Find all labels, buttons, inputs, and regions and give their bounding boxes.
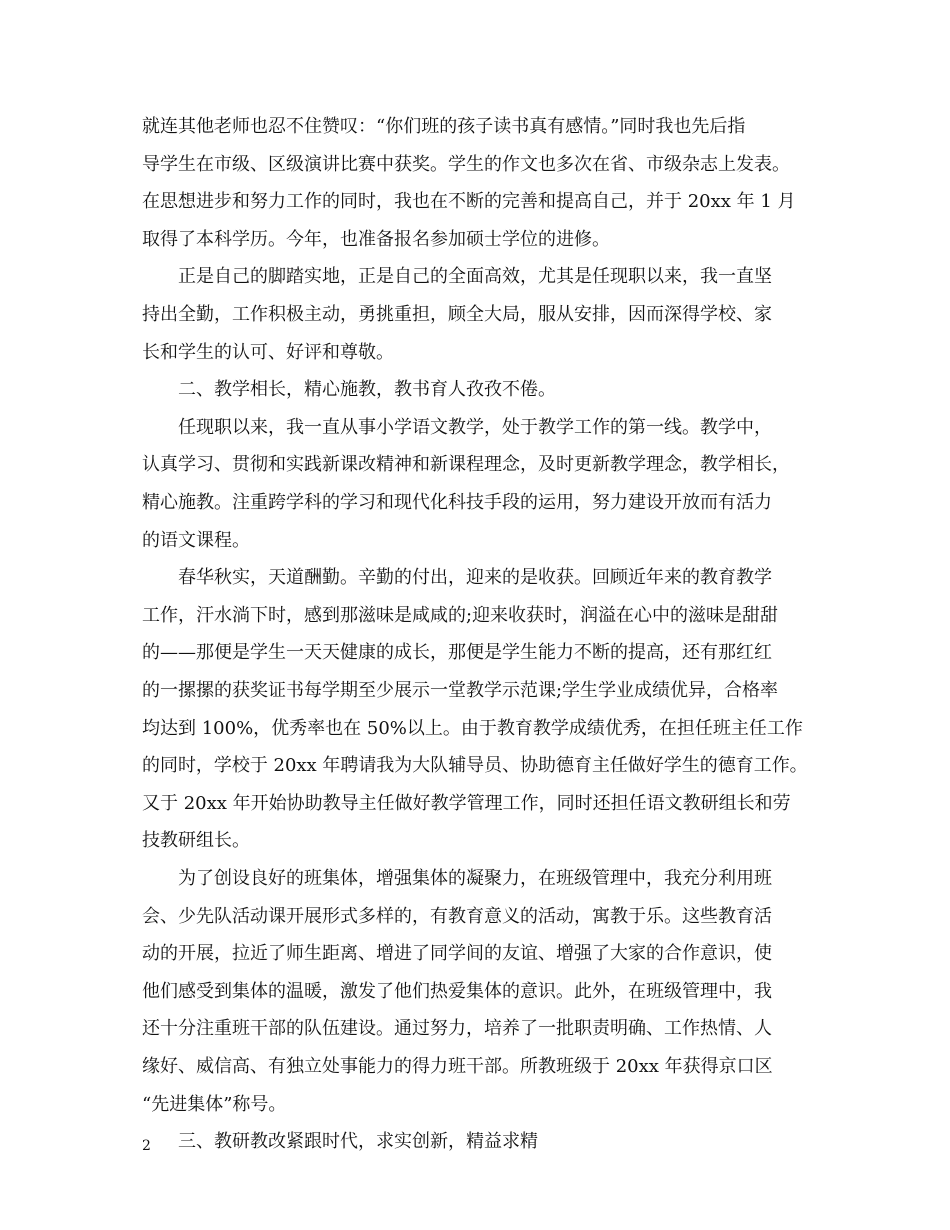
text-line: 又于 20xx 年开始协助教导主任做好教学管理工作，同时还担任语文教研组长和劳 xyxy=(142,793,791,814)
text-line: 工作，汗水淌下时，感到那滋味是咸咸的;迎来收获时，润溢在心中的滋味是甜甜 xyxy=(142,605,779,626)
text-line: 的一摞摞的获奖证书每学期至少展示一堂教学示范课;学生学业成绩优异，合格率 xyxy=(142,680,779,701)
text-line: 还十分注重班干部的队伍建设。通过努力，培养了一批职责明确、工作热情、人 xyxy=(142,1018,772,1039)
text-line: 为了创设良好的班集体，增强集体的凝聚力，在班级管理中，我充分利用班 xyxy=(178,868,772,889)
page-number: 2 xyxy=(142,1138,151,1154)
text-line: 均达到 100%，优秀率也在 50%以上。由于教育教学成绩优秀，在担任班主任工作 xyxy=(142,718,803,739)
text-line: 任现职以来，我一直从事小学语文教学，处于教学工作的第一线。教学中， xyxy=(178,417,772,438)
text-line: 导学生在市级、区级演讲比赛中获奖。学生的作文也多次在省、市级杂志上发表。 xyxy=(142,154,790,175)
text-line: 二、教学相长，精心施教，教书育人孜孜不倦。 xyxy=(178,379,556,400)
text-line: 认真学习、贯彻和实践新课改精神和新课程理念，及时更新教学理念，教学相长， xyxy=(142,454,790,475)
text-line: 的——那便是学生一天天健康的成长，那便是学生能力不断的提高，还有那红红 xyxy=(142,642,772,663)
text-line: 取得了本科学历。今年，也准备报名参加硕士学位的进修。 xyxy=(142,229,610,250)
text-line: 春华秋实，天道酬勤。辛勤的付出，迎来的是收获。回顾近年来的教育教学 xyxy=(178,567,772,588)
text-line: “先进集体”称号。 xyxy=(142,1094,287,1115)
text-line: 会、少先队活动课开展形式多样的，有教育意义的活动，寓教于乐。这些教育活 xyxy=(142,906,772,927)
text-line: 动的开展，拉近了师生距离、增进了同学间的友谊、增强了大家的合作意识，使 xyxy=(142,943,772,964)
text-line: 持出全勤，工作积极主动，勇挑重担，顾全大局，服从安排，因而深得学校、家 xyxy=(142,304,772,325)
text-line: 的语文课程。 xyxy=(142,530,250,551)
text-line: 长和学生的认可、好评和尊敬。 xyxy=(142,342,394,363)
text-line: 就连其他老师也忍不住赞叹：“你们班的孩子读书真有感情。”同时我也先后指 xyxy=(142,116,746,137)
text-line: 他们感受到集体的温暖，激发了他们热爱集体的意识。此外，在班级管理中，我 xyxy=(142,981,772,1002)
text-line: 的同时，学校于 20xx 年聘请我为大队辅导员、协助德育主任做好学生的德育工作。 xyxy=(142,755,808,776)
text-line: 缘好、威信高、有独立处事能力的得力班干部。所教班级于 20xx 年获得京口区 xyxy=(142,1056,773,1077)
text-line: 精心施教。注重跨学科的学习和现代化科技手段的运用，努力建设开放而有活力 xyxy=(142,492,772,513)
text-line: 技教研组长。 xyxy=(142,830,250,851)
text-line: 在思想进步和努力工作的同时，我也在不断的完善和提高自己，并于 20xx 年 1 月 xyxy=(142,191,796,212)
text-line: 正是自己的脚踏实地，正是自己的全面高效，尤其是任现职以来，我一直坚 xyxy=(178,266,772,287)
text-line: 三、教研教改紧跟时代，求实创新，精益求精 xyxy=(178,1131,538,1152)
